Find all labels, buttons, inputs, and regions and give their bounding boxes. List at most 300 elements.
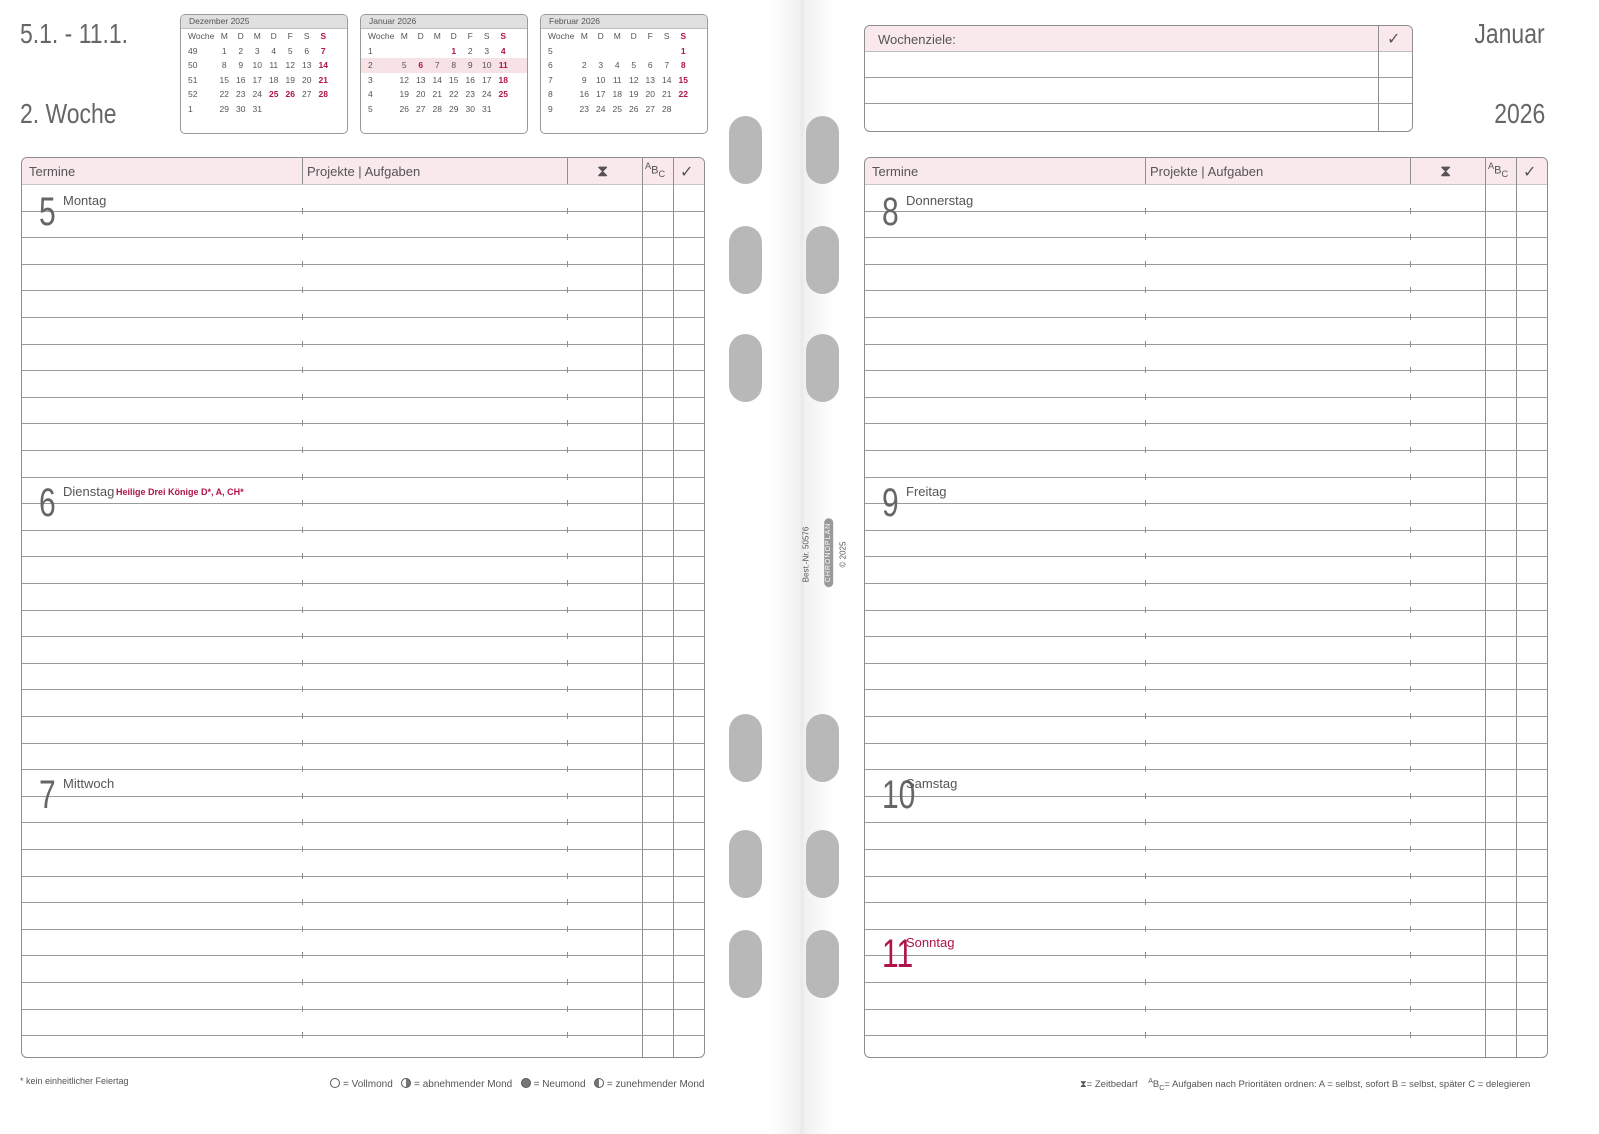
mini-calendar-cell: 4	[614, 60, 620, 70]
column-tick	[1145, 367, 1146, 373]
column-tick	[1145, 873, 1146, 879]
mini-calendar-cell: S	[500, 31, 507, 41]
column-tick	[567, 1006, 568, 1012]
column-tick	[302, 474, 303, 480]
column-tick	[1145, 447, 1146, 453]
column-tick	[1410, 873, 1411, 879]
column-tick	[302, 261, 303, 267]
mini-calendar-cell: 30	[236, 103, 246, 114]
header-check: ✓	[680, 164, 694, 181]
column-tick	[1145, 261, 1146, 267]
mini-calendar-cell: 8	[451, 60, 457, 70]
mini-calendar-cell: 20	[302, 74, 312, 85]
column-tick	[1410, 660, 1411, 666]
mini-calendar-cell: 13	[302, 60, 312, 70]
legend-zeitbedarf: = Zeitbedarf	[1086, 1079, 1138, 1091]
column-tick	[1145, 287, 1146, 293]
mini-calendar-week-row	[181, 44, 347, 59]
ruled-line	[865, 769, 1547, 770]
punch-hole	[729, 226, 762, 294]
mini-calendar-cell: 19	[285, 74, 295, 85]
mini-calendar-cell: 10	[482, 60, 492, 70]
mini-calendar-week-row	[541, 102, 707, 117]
column-tick	[567, 873, 568, 879]
column-tick	[567, 766, 568, 772]
column-tick	[567, 660, 568, 666]
mini-calendar-cell: 16	[579, 89, 589, 99]
ruled-line	[865, 290, 1547, 291]
mini-calendar-cell: Woche	[368, 31, 395, 41]
mini-calendar-week-row	[181, 73, 347, 88]
mini-calendar-cell	[576, 44, 593, 59]
mini-calendar-cell: 18	[498, 74, 508, 85]
ruled-line	[865, 716, 1547, 717]
ruled-line	[22, 822, 704, 823]
full-moon-icon	[330, 1078, 340, 1088]
ruled-line	[865, 743, 1547, 744]
mini-calendar-cell: D	[270, 31, 277, 41]
column-tick	[1145, 952, 1146, 958]
mini-calendar-week-row	[361, 102, 527, 117]
ruled-line	[22, 1009, 704, 1010]
mini-calendar-cell: D	[417, 31, 424, 41]
mini-calendar-cell: M	[253, 31, 261, 41]
mini-calendar-cell: 14	[662, 74, 672, 85]
mini-calendar-cell: Woche	[548, 31, 575, 41]
mini-calendar-cell: 23	[465, 89, 475, 99]
mini-calendar-cell: D	[597, 31, 604, 41]
mini-calendar-cell	[593, 44, 610, 59]
mini-calendar-week-row	[541, 58, 707, 73]
column-tick	[302, 607, 303, 613]
column-tick	[567, 341, 568, 347]
mini-calendar-cell: 10	[596, 74, 606, 85]
mini-calendar-cell: 9	[238, 60, 244, 70]
ruled-line	[865, 663, 1547, 664]
column-tick	[302, 926, 303, 932]
mini-calendar-cell: 23	[579, 103, 589, 114]
column-tick	[1145, 926, 1146, 932]
column-tick	[1410, 500, 1411, 506]
mini-calendar-cell: 27	[416, 103, 426, 114]
mini-calendar-cell: 17	[596, 89, 606, 99]
waxing-moon-icon	[594, 1078, 604, 1088]
mini-calendar-cell: 31	[252, 103, 262, 114]
column-tick	[302, 713, 303, 719]
column-tick	[1410, 208, 1411, 214]
column-divider	[1485, 158, 1486, 1057]
column-tick	[567, 607, 568, 613]
mini-calendar-cell: 24	[596, 103, 606, 114]
legend-neumond: = Neumond	[533, 1079, 586, 1090]
mini-calendar-cell: 51	[188, 74, 198, 85]
mini-calendar-cell: F	[647, 31, 653, 41]
mini-calendar-week-row	[361, 58, 527, 73]
ruled-line	[22, 237, 704, 238]
punch-hole	[729, 930, 762, 998]
ruled-line	[22, 902, 704, 903]
column-tick	[1410, 420, 1411, 426]
mini-calendar-cell: M	[613, 31, 621, 41]
mini-calendar-cell: 27	[645, 103, 655, 114]
right-day-number: 9	[882, 481, 899, 525]
column-tick	[567, 420, 568, 426]
column-tick	[567, 500, 568, 506]
mini-calendar-cell	[396, 44, 413, 59]
column-tick	[1410, 926, 1411, 932]
right-day-number: 11	[882, 932, 914, 976]
ruled-line	[865, 317, 1547, 318]
column-tick	[1145, 420, 1146, 426]
column-tick	[302, 660, 303, 666]
ruled-line	[22, 610, 704, 611]
right-day-number: 8	[882, 190, 899, 234]
mini-calendar-cell	[626, 44, 643, 59]
punch-hole	[806, 830, 839, 898]
mini-calendar-cell: 14	[432, 74, 442, 85]
ruled-line	[865, 530, 1547, 531]
column-tick	[1410, 474, 1411, 480]
mini-calendar-cell: 4	[500, 45, 506, 56]
ruled-line	[22, 876, 704, 877]
column-tick	[302, 287, 303, 293]
column-tick	[1145, 660, 1146, 666]
mini-calendar-cell: 11	[612, 74, 622, 85]
ruled-line	[865, 237, 1547, 238]
column-tick	[1410, 1032, 1411, 1038]
mini-calendar-cell: 2	[238, 45, 244, 56]
mini-calendar-cell: S	[483, 31, 490, 41]
mini-calendar-cell: M	[220, 31, 228, 41]
mini-calendar-cell: M	[400, 31, 408, 41]
mini-calendar-cell	[495, 102, 512, 117]
column-tick	[567, 846, 568, 852]
column-tick	[1145, 553, 1146, 559]
ruled-line	[865, 876, 1547, 877]
column-tick	[1145, 234, 1146, 240]
ruled-line	[22, 397, 704, 398]
column-tick	[1145, 899, 1146, 905]
ruled-line	[22, 317, 704, 318]
column-tick	[302, 633, 303, 639]
column-divider	[567, 158, 568, 184]
left-day-name: Dienstag	[63, 484, 115, 499]
column-tick	[1410, 979, 1411, 985]
mini-calendar-cell: 29	[219, 103, 229, 114]
column-tick	[1145, 607, 1146, 613]
new-moon-icon	[521, 1078, 531, 1088]
ruled-line	[865, 822, 1547, 823]
mini-calendar-cell: S	[320, 31, 327, 41]
ruled-line	[865, 955, 1547, 956]
mini-calendar-cell: 24	[482, 89, 492, 99]
column-tick	[1145, 713, 1146, 719]
column-tick	[1145, 1032, 1146, 1038]
mini-calendar-cell: 2	[368, 60, 373, 70]
mini-calendar-cell: 6	[304, 45, 310, 56]
column-tick	[567, 979, 568, 985]
mini-calendar-cell	[315, 102, 332, 117]
ruled-line	[865, 610, 1547, 611]
mini-calendar-cell: D	[237, 31, 244, 41]
ruled-line	[22, 743, 704, 744]
column-tick	[567, 819, 568, 825]
mini-calendar-cell: 7	[434, 60, 440, 70]
punch-hole	[806, 714, 839, 782]
column-tick	[1145, 686, 1146, 692]
mini-calendar-cell: 5	[368, 103, 373, 114]
mini-calendar-cell: S	[680, 31, 687, 41]
punch-hole	[729, 714, 762, 782]
punch-hole	[729, 830, 762, 898]
column-tick	[302, 500, 303, 506]
mini-calendar-cell	[429, 44, 446, 59]
column-tick	[1410, 447, 1411, 453]
mini-calendar-cell: 9	[467, 60, 473, 70]
ruled-line	[22, 370, 704, 371]
column-tick	[1410, 846, 1411, 852]
column-tick	[302, 766, 303, 772]
column-tick	[1410, 553, 1411, 559]
ruled-line	[22, 477, 704, 478]
column-tick	[1145, 500, 1146, 506]
legend-abnehmend: = abnehmender Mond	[414, 1079, 513, 1090]
mini-calendar-cell	[299, 102, 316, 117]
header-projekte: Projekte | Aufgaben	[1150, 164, 1264, 179]
column-tick	[1145, 580, 1146, 586]
column-tick	[567, 713, 568, 719]
mini-calendar-cell: 6	[647, 60, 653, 70]
mini-calendar-cell: 3	[368, 74, 373, 85]
column-tick	[302, 1032, 303, 1038]
column-tick	[567, 474, 568, 480]
column-tick	[302, 553, 303, 559]
mini-calendar-cell: 13	[416, 74, 426, 85]
punch-hole	[806, 334, 839, 402]
mini-calendar-week-row	[361, 87, 527, 102]
mini-calendar-cell: 27	[302, 89, 312, 99]
mini-calendar-cell: F	[467, 31, 473, 41]
column-tick	[567, 793, 568, 799]
column-tick	[302, 686, 303, 692]
mini-calendar-cell: 2	[581, 60, 587, 70]
mini-calendar-cell: 21	[318, 74, 328, 85]
ruled-line	[865, 503, 1547, 504]
left-day-number: 5	[39, 190, 56, 234]
mini-calendar-week-row	[181, 58, 347, 73]
column-tick	[1145, 979, 1146, 985]
abc-priority-icon: $^AB_C$	[1488, 161, 1509, 179]
mini-calendar-title: Januar 2026	[361, 15, 527, 29]
left-planner-table	[21, 157, 705, 1058]
ruled-line	[865, 796, 1547, 797]
column-tick	[1145, 819, 1146, 825]
left-day-name: Mittwoch	[63, 776, 115, 791]
column-tick	[1410, 766, 1411, 772]
mini-calendar-cell: 2	[467, 45, 473, 56]
ruled-line	[865, 849, 1547, 850]
column-tick	[567, 314, 568, 320]
holiday-label: Heilige Drei Könige D*, A, CH*	[116, 487, 244, 497]
mini-calendar-cell: 28	[318, 89, 328, 99]
mini-calendar-cell: M	[580, 31, 588, 41]
mini-calendar-cell: 21	[662, 89, 672, 99]
mini-calendar-cell: S	[303, 31, 310, 41]
hourglass-icon: ⧗	[1440, 163, 1452, 180]
ruled-line	[22, 264, 704, 265]
mini-calendar-cell: 17	[252, 74, 262, 85]
imprint-order: Best.-Nr. 50576	[801, 526, 811, 583]
column-tick	[1145, 527, 1146, 533]
column-tick	[302, 394, 303, 400]
goals-check: ✓	[1387, 31, 1401, 48]
mini-calendar-cell: 1	[221, 45, 227, 56]
column-tick	[1410, 234, 1411, 240]
mini-calendar-week-row	[361, 73, 527, 88]
column-tick	[567, 899, 568, 905]
mini-calendar-week-row	[181, 102, 347, 117]
mini-calendar-cell: 20	[416, 89, 426, 99]
mini-calendar-cell: 20	[645, 89, 655, 99]
mini-calendar-cell: D	[450, 31, 457, 41]
mini-calendar-header-row	[541, 29, 707, 44]
mini-calendar-cell: 6	[418, 60, 424, 70]
mini-calendar-cell: 15	[678, 74, 688, 85]
left-page	[0, 0, 780, 1134]
mini-calendar-cell: 22	[219, 89, 229, 99]
column-tick	[1410, 341, 1411, 347]
mini-calendar-cell: 11	[269, 60, 279, 70]
mini-calendar-title: Februar 2026	[541, 15, 707, 29]
imprint-brand: CHRONOPLAN	[824, 518, 833, 587]
column-divider	[642, 158, 643, 1057]
mini-calendar-cell: 31	[482, 103, 492, 114]
mini-calendar-cell: 12	[399, 74, 409, 85]
column-tick	[1410, 819, 1411, 825]
month-title: Januar	[1474, 18, 1545, 49]
mini-calendar-cell	[659, 44, 676, 59]
column-tick	[302, 793, 303, 799]
imprint	[801, 510, 848, 610]
column-tick	[302, 846, 303, 852]
mini-calendar-cell: M	[433, 31, 441, 41]
ruled-line	[22, 583, 704, 584]
column-tick	[302, 899, 303, 905]
ruled-line	[22, 636, 704, 637]
mini-calendar-cell: 14	[318, 60, 328, 70]
column-tick	[1145, 474, 1146, 480]
column-tick	[567, 447, 568, 453]
mini-calendar-cell: S	[663, 31, 670, 41]
mini-calendar-cell: 22	[678, 89, 688, 99]
right-planner-table	[864, 157, 1548, 1058]
mini-calendar-cell: Woche	[188, 31, 215, 41]
column-tick	[1410, 527, 1411, 533]
column-tick	[1410, 1006, 1411, 1012]
column-divider	[1410, 158, 1411, 184]
ruled-line	[865, 583, 1547, 584]
ruled-line	[865, 477, 1547, 478]
column-tick	[302, 314, 303, 320]
column-tick	[567, 261, 568, 267]
column-tick	[1410, 713, 1411, 719]
holiday-note: * kein einheitlicher Feiertag	[20, 1076, 129, 1086]
mini-calendar-cell: 11	[498, 60, 508, 70]
mini-calendar-cell: 1	[680, 45, 686, 56]
mini-calendar-cell: 3	[598, 60, 604, 70]
ruled-line	[865, 689, 1547, 690]
column-tick	[1410, 607, 1411, 613]
mini-calendar-cell: 16	[236, 74, 246, 85]
column-tick	[567, 553, 568, 559]
mini-calendar-cell: F	[287, 31, 293, 41]
legend-vollmond: = Vollmond	[343, 1079, 393, 1090]
mini-calendar-cell: 26	[399, 103, 409, 114]
mini-calendar-cell	[266, 102, 283, 117]
mini-calendar-cell: 7	[664, 60, 670, 70]
column-tick	[302, 420, 303, 426]
ruled-line	[22, 450, 704, 451]
mini-calendar-cell: 23	[236, 89, 246, 99]
column-tick	[302, 447, 303, 453]
mini-calendar	[540, 14, 708, 134]
ruled-line	[865, 370, 1547, 371]
ruled-line	[865, 450, 1547, 451]
header-termine: Termine	[29, 164, 76, 179]
column-tick	[1145, 1006, 1146, 1012]
mini-calendar-cell: 29	[449, 103, 459, 114]
column-tick	[302, 1006, 303, 1012]
mini-calendar-cell: 25	[269, 89, 279, 99]
column-tick	[302, 341, 303, 347]
left-day-number: 7	[39, 773, 56, 817]
column-tick	[567, 580, 568, 586]
ruled-line	[22, 503, 704, 504]
mini-calendar-cell: 30	[465, 103, 475, 114]
mini-calendar-cell: D	[630, 31, 637, 41]
mini-calendar-cell: 4	[271, 45, 277, 56]
punch-hole	[806, 226, 839, 294]
mini-calendar-cell: 5	[631, 60, 637, 70]
imprint-copyright: © 2025	[838, 541, 848, 568]
ruled-line	[865, 929, 1547, 930]
column-tick	[1145, 740, 1146, 746]
mini-calendar-cell: 52	[188, 89, 198, 99]
ruled-line	[865, 211, 1547, 212]
mini-calendar-cell: 6	[548, 60, 553, 70]
mini-calendar-cell: 9	[548, 103, 553, 114]
week-label: 2. Woche	[20, 98, 117, 129]
mini-calendar-cell: 1	[188, 103, 193, 114]
column-tick	[1410, 367, 1411, 373]
mini-calendar-cell: 21	[432, 89, 442, 99]
mini-calendar-cell: 8	[221, 60, 227, 70]
column-tick	[1410, 740, 1411, 746]
ruled-line	[22, 211, 704, 212]
punch-hole	[729, 334, 762, 402]
column-tick	[1410, 314, 1411, 320]
abc-priority-icon: $^AB_C$	[1148, 1078, 1165, 1093]
column-tick	[302, 580, 303, 586]
column-tick	[302, 819, 303, 825]
column-divider	[1145, 158, 1146, 184]
mini-calendar-cell: 26	[285, 89, 295, 99]
mini-calendar-cell: 10	[252, 60, 262, 70]
ruled-line	[22, 663, 704, 664]
column-tick	[1410, 952, 1411, 958]
weekly-goals-box	[864, 25, 1413, 132]
column-tick	[1145, 341, 1146, 347]
